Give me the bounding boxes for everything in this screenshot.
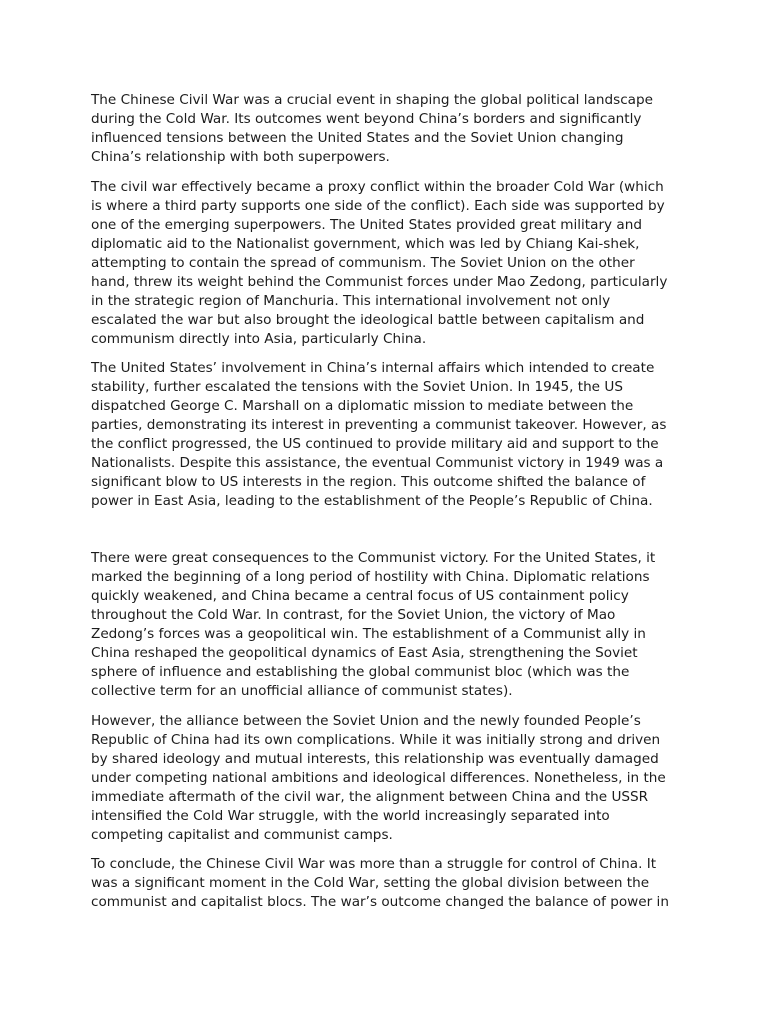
paragraph-line: attempting to contain the spread of communism. The Soviet Union on the other [91,254,635,271]
paragraph-line: marked the beginning of a long period of hostility with China. Diplomatic relations [91,569,650,585]
paragraph-line: throughout the Cold War. In contrast, for the Soviet Union, the victory of Mao [91,607,616,623]
paragraph-line: influenced tensions between the United States and the Soviet Union changing [91,130,624,146]
paragraph-line: China reshaped the geopolitical dynamics of East Asia, strengthening the Soviet [91,645,638,661]
paragraph-line: China’s relationship with both superpowers. [91,149,390,165]
paragraph-4 [91,549,691,701]
paragraph-line: diplomatic aid to the Nationalist government, which was led by Chiang Kai-shek, [91,235,640,252]
paragraph-line: in the strategic region of Manchuria. This international involvement not only [91,292,611,309]
paragraph-5 [91,712,691,845]
paragraph-line: communism directly into Asia, particularly China. [91,330,427,347]
paragraph-line: escalated the war but also brought the ideological battle between capitalism and [91,311,645,328]
paragraph-line: Republic of China had its own complications. While it was initially strong and driven [91,731,661,748]
paragraph-line: immediate aftermath of the civil war, the alignment between China and the USSR [91,788,649,805]
paragraph-spacer [91,349,691,360]
paragraph-line: To conclude, the Chinese Civil War was more than a struggle for control of China. It [91,856,657,872]
paragraph-2 [91,178,691,349]
paragraph-line: competing capitalist and communist camps. [91,826,393,843]
paragraph-line: The Chinese Civil War was a crucial event in shaping the global political landscape [91,92,653,108]
paragraph-line: one of the emerging superpowers. The United States provided great military and [91,216,642,233]
paragraph-spacer [91,511,691,549]
paragraph-spacer [91,701,691,712]
paragraph-spacer [91,845,691,856]
paragraph-line: the conflict progressed, the US continued to provide military aid and support to the [91,436,659,452]
paragraph-line: However, the alliance between the Soviet Union and the newly founded People’s [91,712,641,729]
paragraph-3 [91,359,691,511]
paragraph-line: stability, further escalated the tensions with the Soviet Union. In 1945, the US [91,379,623,395]
paragraph-line: The civil war effectively became a proxy conflict within the broader Cold War (which [91,178,664,195]
paragraph-6 [91,855,691,912]
paragraph-line: significant blow to US interests in the region. This outcome shifted the balance of [91,474,646,490]
paragraph-line: collective term for an unofficial alliance of communist states). [91,683,513,699]
paragraph-line: The United States’ involvement in China’s internal affairs which intended to create [91,360,655,376]
paragraph-line: during the Cold War. Its outcomes went beyond China’s borders and significantly [91,111,642,127]
paragraph-1 [91,91,691,167]
paragraph-line: hand, threw its weight behind the Communist forces under Mao Zedong, particularly [91,273,668,290]
paragraph-line: by shared ideology and mutual interests, this relationship was eventually damaged [91,750,659,767]
paragraph-line: Zedong’s forces was a geopolitical win. The establishment of a Communist ally in [91,626,646,642]
paragraph-line: There were great consequences to the Communist victory. For the United States, it [91,550,656,566]
paragraph-line: dispatched George C. Marshall on a diplomatic mission to mediate between the [91,398,634,414]
paragraph-line: under competing national ambitions and ideological differences. Nonetheless, in the [91,769,666,786]
paragraph-line: power in East Asia, leading to the establishment of the People’s Republic of China. [91,493,653,509]
paragraph-line: is where a third party supports one side of the conflict). Each side was supported by [91,197,665,214]
paragraph-line: communist and capitalist blocs. The war’s outcome changed the balance of power in [91,894,669,910]
document-body [91,91,691,912]
paragraph-spacer [91,167,691,178]
paragraph-line: intensified the Cold War struggle, with the world increasingly separated into [91,807,610,824]
paragraph-line: quickly weakened, and China became a central focus of US containment policy [91,588,629,604]
paragraph-line: was a significant moment in the Cold War, setting the global division between the [91,875,650,891]
paragraph-line: sphere of influence and establishing the global communist bloc (which was the [91,664,630,680]
paragraph-line: parties, demonstrating its interest in preventing a communist takeover. However, as [91,417,667,433]
paragraph-line: Nationalists. Despite this assistance, the eventual Communist victory in 1949 was a [91,455,664,471]
